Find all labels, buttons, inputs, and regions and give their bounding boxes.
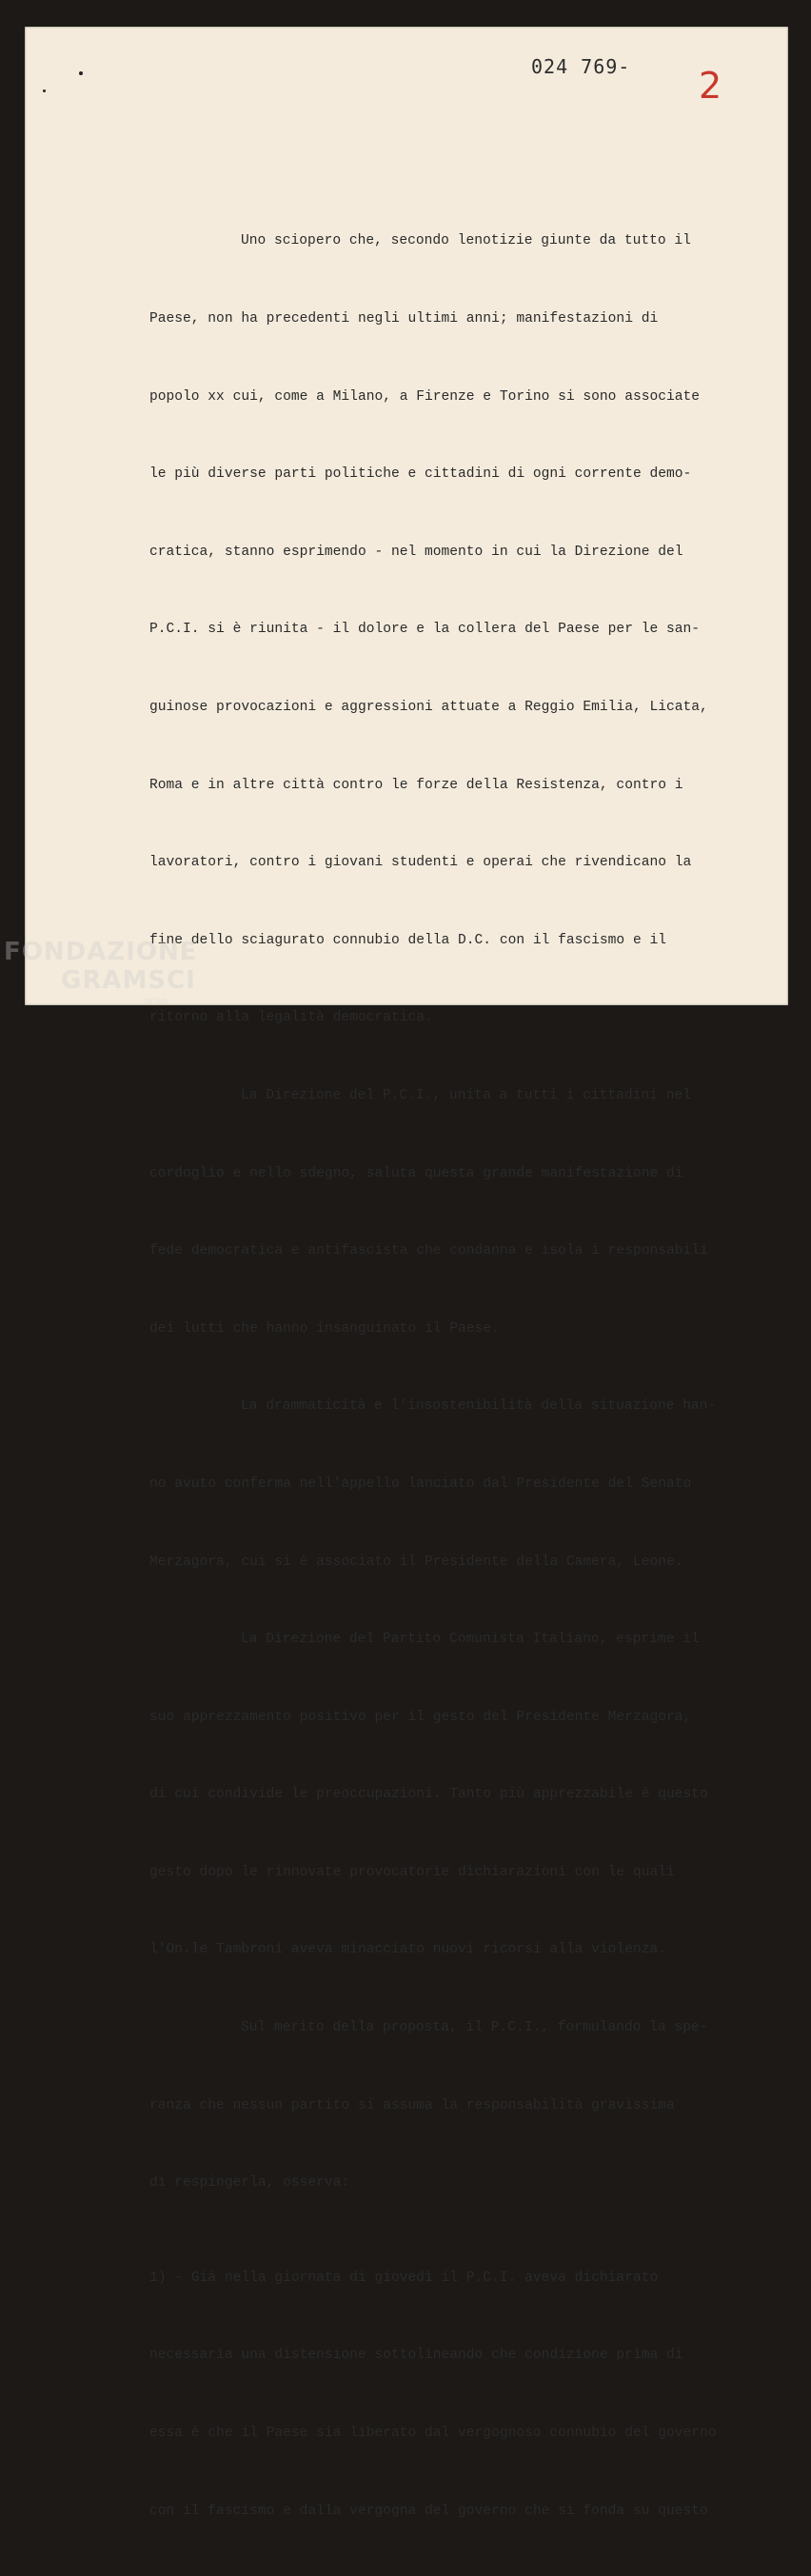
- text-line: La drammaticità e l'insostenibilità della situazione han-: [241, 1398, 717, 1415]
- text-line: ritorno alla legalità democratica.: [149, 1010, 433, 1026]
- page-number: 2: [699, 65, 722, 107]
- text-line: P.C.I. si è riunita - il dolore e la collera del Paese per le san-: [149, 622, 701, 638]
- text-line: no avuto conferma nell'appello lanciato dal Presidente del Senato: [149, 1476, 692, 1492]
- document-body: [149, 177, 773, 2576]
- text-line: di cui condivide le preoccupazioni. Tanto più apprezzabile è questo: [149, 1787, 708, 1803]
- text-line: le più diverse parti politiche e cittadini di ogni corrente demo-: [149, 466, 692, 483]
- text-line: suo apprezzamento positivo per il gesto del Presidente Merzagora,: [149, 1709, 692, 1725]
- text-line: fine dello sciagurato connubio della D.C. con il fascismo e il: [149, 932, 666, 948]
- text-line: La Direzione del P.C.I., unita a tutti i cittadini nel: [241, 1087, 691, 1103]
- watermark-logo: [4, 938, 198, 1006]
- text-line: necessaria una distensione sottolineando che condizione prima di: [149, 2348, 683, 2364]
- document-page: [25, 27, 788, 2519]
- watermark-line: FONDAZIONE: [4, 938, 198, 966]
- text-line: l'On.le Tambroni aveva minacciato nuovi ricorsi alla violenza.: [149, 1942, 666, 1958]
- text-line: dei lutti che hanno insanguinato il Paese.: [149, 1320, 500, 1337]
- text-line: gesto dopo le rinnovate provocatorie dichiarazioni con le quali: [149, 1864, 675, 1880]
- watermark-line: onlus: [145, 997, 168, 1006]
- text-line: La Direzione del Partito Comunista Italiano, esprime il: [241, 1632, 700, 1648]
- text-line: Sul merito della proposta, il P.C.I., formulando la spe-: [241, 2020, 708, 2036]
- text-line: Paese, non ha precedenti negli ultimi anni; manifestazioni di: [149, 311, 659, 327]
- text-line: cratica, stanno esprimendo - nel momento in cui la Direzione del: [149, 544, 683, 560]
- text-line: Roma e in altre città contro le forze della Resistenza, contro i: [149, 777, 683, 793]
- text-line: fede democratica e antifascista che condanna e isola i responsabili: [149, 1243, 708, 1259]
- text-line: con il fascismo e dalla vergogna del governo che si fonda su questo: [149, 2503, 708, 2519]
- text-line: popolo xx cui, come a Milano, a Firenze e Torino si sono associate: [149, 388, 701, 405]
- watermark-line: GRAMSCI: [61, 966, 196, 995]
- text-line: Merzagora, cui si è associato il Presidente della Camera, Leone.: [149, 1554, 683, 1570]
- ink-mark: [79, 71, 83, 75]
- text-line: 1) - Già nella giornata di giovedì il P.C.I. aveva dichiarato: [149, 2269, 659, 2286]
- text-line: Uno sciopero che, secondo lenotizie giunte da tutto il: [241, 233, 691, 249]
- text-line: guinose provocazioni e aggressioni attuate a Reggio Emilia, Licata,: [149, 699, 708, 715]
- text-line: cordoglio e nello sdegno, saluta questa grande manifestazione di: [149, 1165, 683, 1181]
- text-line: essa è che il Paese sia liberato dal vergognoso connubio del governo: [149, 2426, 717, 2442]
- text-line: di respingerla, osserva:: [149, 2175, 350, 2191]
- archive-number: 024 769-: [531, 55, 631, 78]
- text-line: ranza che nessun partito si assuma la responsabilità gravissima: [149, 2097, 675, 2113]
- text-line: lavoratori, contro i giovani studenti e operai che rivendicano la: [149, 855, 692, 871]
- ink-mark: [43, 89, 46, 92]
